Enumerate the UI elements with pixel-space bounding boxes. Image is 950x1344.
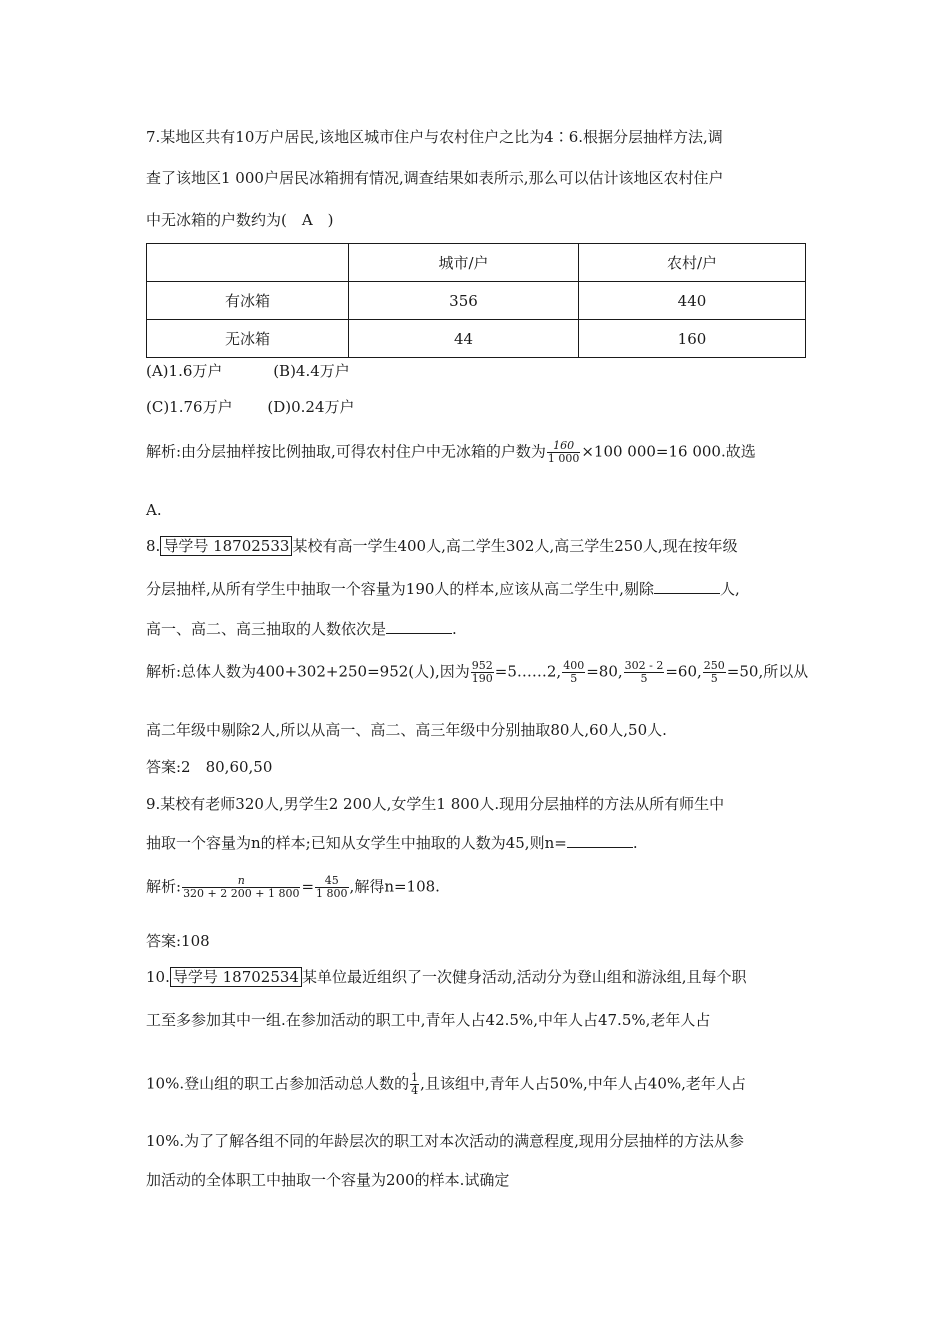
option-b: (B)4.4万户: [273, 362, 350, 380]
table-row: [147, 320, 806, 358]
question-number: 10.: [146, 968, 170, 986]
q7-line3: 中无冰箱的户数约为( A ): [146, 211, 334, 229]
fraction-numerator: 400: [563, 659, 585, 672]
solution-text: =60,: [665, 662, 702, 681]
table-header-cell: 农村/户: [579, 244, 806, 282]
table-cell: 无冰箱: [147, 320, 349, 358]
question-text: 分层抽样,从所有学生中抽取一个容量为190人的样本,应该从高二学生中,剔除: [146, 580, 654, 598]
q9-line2: [146, 833, 638, 853]
q7-line2: 查了该地区1 000户居民冰箱拥有情况,调查结果如表所示,那么可以估计该地区农村住户: [146, 169, 724, 187]
answer-blank: [567, 833, 633, 848]
q8-line3: [146, 619, 457, 639]
fraction-numerator: 45: [315, 875, 349, 888]
table-cell: 有冰箱: [147, 282, 349, 320]
q10-line5: 加活动的全体职工中抽取一个容量为200的样本.试确定: [146, 1171, 510, 1189]
question-text: .: [632, 834, 638, 852]
fraction-denominator: 1 000: [547, 452, 580, 465]
q8-line1: [146, 536, 738, 556]
fraction-denominator: 5: [570, 672, 578, 685]
fraction-denominator: 190: [471, 672, 493, 685]
fraction: [562, 660, 585, 685]
solution-text: 解析:: [146, 877, 182, 896]
q7-solution: [146, 440, 756, 465]
fraction: [315, 875, 349, 900]
fraction-numerator: 302 - 2: [624, 659, 664, 672]
solution-text: =50,所以从: [726, 662, 809, 681]
question-text: 某校有高一学生400人,高二学生302人,高三学生250人,现在按年级: [292, 537, 738, 555]
fraction: [703, 660, 726, 685]
question-text: ,且该组中,青年人占50%,中年人占40%,老年人占: [420, 1074, 746, 1093]
q7-table: [146, 243, 806, 358]
solution-text: 解析:总体人数为400+302+250=952(人),因为: [146, 662, 470, 681]
q10-line1: [146, 967, 747, 987]
answer-blank: [386, 619, 452, 634]
table-cell: 440: [579, 282, 806, 320]
table-header-row: [147, 244, 806, 282]
table-header-cell: 城市/户: [349, 244, 579, 282]
fraction: [182, 875, 300, 900]
fraction-denominator: 5: [640, 672, 648, 685]
fraction: [547, 440, 581, 465]
question-text: 抽取一个容量为n的样本;已知从女学生中抽取的人数为45,则n=: [146, 834, 567, 852]
fraction: [471, 660, 494, 685]
solution-text: =5……2,: [494, 662, 562, 681]
solution-text: =80,: [586, 662, 623, 681]
option-d: (D)0.24万户: [267, 398, 355, 416]
fraction-denominator: 320 + 2 200 + 1 800: [183, 887, 300, 900]
q10-line2: 工至多参加其中一组.在参加活动的职工中,青年人占42.5%,中年人占47.5%,老年人占: [146, 1011, 711, 1029]
table-cell: 356: [349, 282, 579, 320]
q8-solution-line2: 高二年级中剔除2人,所以从高一、高二、高三年级中分别抽取80人,60人,50人.: [146, 721, 667, 739]
question-text: 高一、高二、高三抽取的人数依次是: [146, 620, 387, 638]
q7-solution-end: A.: [146, 501, 162, 519]
q9-answer: 答案:108: [146, 932, 210, 950]
question-number: 8.: [146, 537, 161, 555]
q9-line1: 9.某校有老师320人,男学生2 200人,女学生1 800人.现用分层抽样的方法从所有师生中: [146, 795, 725, 813]
fraction-denominator: 5: [710, 672, 718, 685]
fraction: [624, 660, 665, 685]
guide-tag: 导学号 18702534: [170, 967, 302, 987]
fraction-numerator: 160: [547, 440, 581, 453]
table-cell: 44: [349, 320, 579, 358]
option-c: (C)1.76万户: [146, 398, 233, 416]
table-row: [147, 282, 806, 320]
question-text: 10%.登山组的职工占参加活动总人数的: [146, 1074, 410, 1093]
solution-text: ×100 000=16 000.故选: [581, 442, 756, 461]
q8-line2: [146, 579, 740, 599]
q7-options-row2: [146, 397, 355, 417]
q8-solution: [146, 660, 808, 685]
question-text: 某单位最近组织了一次健身活动,活动分为登山组和游泳组,且每个职: [301, 968, 747, 986]
q8-answer: 答案:2 80,60,50: [146, 758, 273, 776]
table-cell: 160: [579, 320, 806, 358]
solution-text: 解析:由分层抽样按比例抽取,可得农村住户中无冰箱的户数为: [146, 442, 546, 461]
fraction-denominator: 1 800: [316, 887, 348, 900]
guide-tag: 导学号 18702533: [160, 536, 292, 556]
question-text: 人,: [719, 580, 740, 598]
fraction-numerator: 952: [471, 659, 493, 672]
option-a: (A)1.6万户: [146, 362, 223, 380]
q7-options-row1: [146, 361, 350, 381]
q9-solution: [146, 875, 440, 900]
fraction-denominator: 4: [411, 1084, 419, 1097]
q7-line1: 7.某地区共有10万户居民,该地区城市住户与农村住户之比为4∶6.根据分层抽样方法,调: [146, 128, 723, 146]
fraction-numerator: n: [182, 875, 300, 888]
question-text: .: [452, 620, 457, 638]
table-header-cell: [147, 244, 349, 282]
fraction-numerator: 1: [411, 1071, 419, 1084]
solution-text: ,解得n=108.: [349, 877, 440, 896]
q10-line4: 10%.为了了解各组不同的年龄层次的职工对本次活动的满意程度,现用分层抽样的方法从参: [146, 1132, 744, 1150]
answer-blank: [654, 579, 720, 594]
solution-text: =: [301, 877, 315, 896]
fraction-numerator: 250: [703, 659, 725, 672]
fraction: [410, 1072, 419, 1097]
q10-line3: [146, 1072, 746, 1097]
